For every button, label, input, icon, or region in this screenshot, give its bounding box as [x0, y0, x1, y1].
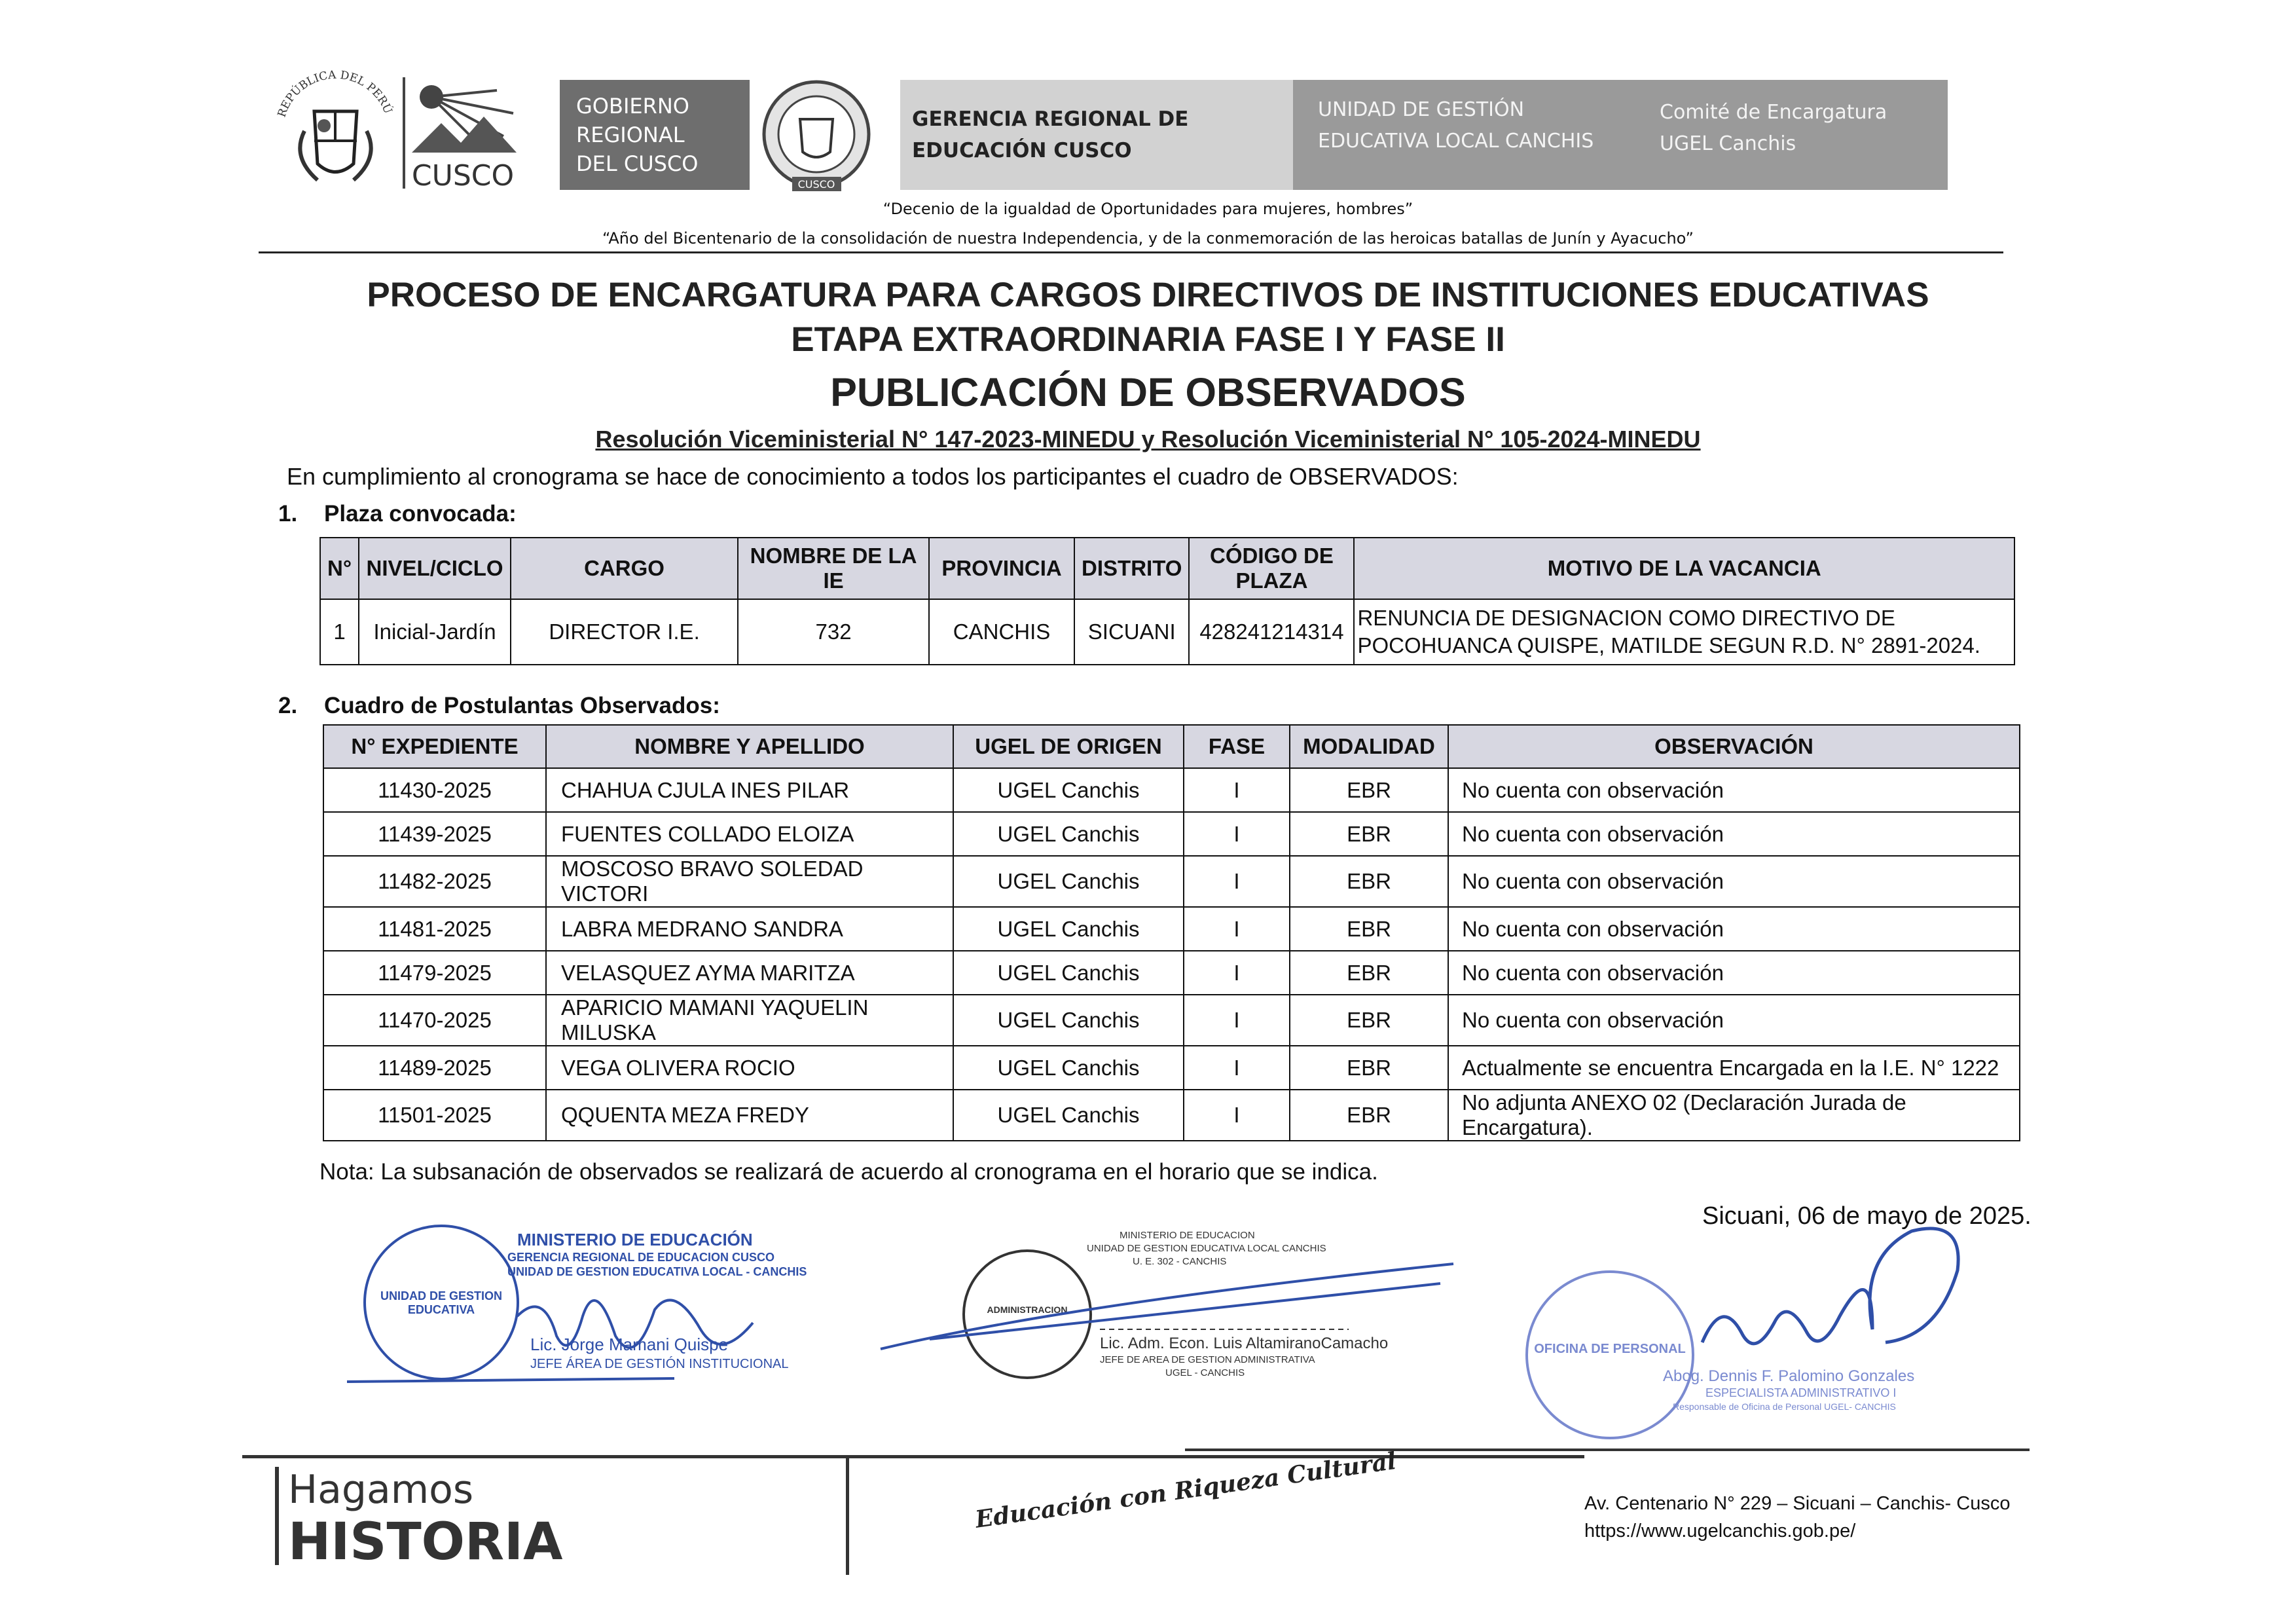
postulante-cell: 11482-2025: [323, 856, 546, 907]
gerencia-line: EDUCACIÓN CUSCO: [912, 139, 1132, 162]
plaza-cell: RENUNCIA DE DESIGNACION COMO DIRECTIVO DE POCOHUANCA QUISPE, MATILDE SEGUN R.D. N° 2891-2024.: [1354, 599, 2014, 665]
plaza-cell: 732: [738, 599, 929, 665]
postulante-cell: VELASQUEZ AYMA MARITZA: [546, 951, 953, 995]
title-line-2: ETAPA EXTRAORDINARIA FASE I Y FASE II: [791, 320, 1505, 359]
postulante-cell: 11479-2025: [323, 951, 546, 995]
signature-1-scribble: [334, 1218, 871, 1401]
plaza-cell: 428241214314: [1189, 599, 1354, 665]
title-line-3: PUBLICACIÓN DE OBSERVADOS: [830, 370, 1466, 415]
postulante-cell: Actualmente se encuentra Encargada en la I.E. N° 1222: [1448, 1046, 2020, 1090]
footer-historia: HISTORIA: [288, 1513, 563, 1572]
footer-hagamos: Hagamos: [288, 1467, 474, 1513]
plaza-header-cell: CÓDIGO DE PLAZA: [1189, 538, 1354, 599]
postulantes-header-cell: NOMBRE Y APELLIDO: [546, 725, 953, 768]
section-2-title: Cuadro de Postulantas Observados:: [324, 693, 720, 718]
peru-coat-of-arms-logo: [265, 65, 406, 196]
postulante-row: [323, 907, 2020, 951]
comite-line: UGEL Canchis: [1660, 132, 1796, 155]
plaza-table: [319, 537, 2015, 665]
postulante-cell: I: [1184, 812, 1290, 856]
gobierno-line: GOBIERNO: [576, 94, 689, 119]
sig3-line: ESPECIALISTA ADMINISTRATIVO I: [1705, 1386, 1897, 1399]
signature-block-3: [1506, 1218, 2030, 1441]
sig1-line: UNIDAD DE GESTION EDUCATIVA LOCAL - CANCHIS: [507, 1265, 807, 1278]
postulante-cell: No cuenta con observación: [1448, 907, 2020, 951]
section-1-title: Plaza convocada:: [324, 501, 517, 526]
plaza-header-cell: NIVEL/CICLO: [359, 538, 511, 599]
postulante-cell: EBR: [1290, 1090, 1448, 1141]
signature-block-2: [877, 1218, 1480, 1401]
ugel-line: EDUCATIVA LOCAL CANCHIS: [1318, 130, 1594, 153]
svg-text:CUSCO: CUSCO: [797, 178, 835, 191]
footer-accent-bar: [275, 1467, 279, 1565]
header-divider: [259, 251, 2003, 253]
sig1-line: MINISTERIO DE EDUCACIÓN: [517, 1230, 753, 1249]
postulante-cell: VEGA OLIVERA ROCIO: [546, 1046, 953, 1090]
postulante-cell: EBR: [1290, 995, 1448, 1046]
place-date: Sicuani, 06 de mayo de 2025.: [1702, 1202, 2032, 1230]
footer-separator: [846, 1457, 849, 1575]
sig3-line: Abog. Dennis F. Palomino Gonzales: [1663, 1367, 1915, 1385]
postulante-cell: EBR: [1290, 951, 1448, 995]
postulante-cell: No cuenta con observación: [1448, 768, 2020, 812]
stamp-1-text: UNIDAD DE GESTION EDUCATIVA: [380, 1289, 502, 1316]
postulante-cell: 11501-2025: [323, 1090, 546, 1141]
stamp-2-text: ADMINISTRACION: [987, 1304, 1068, 1315]
postulante-cell: EBR: [1290, 856, 1448, 907]
postulante-cell: 11470-2025: [323, 995, 546, 1046]
section-1-number: 1.: [278, 501, 298, 526]
postulantes-header-cell: FASE: [1184, 725, 1290, 768]
postulante-cell: APARICIO MAMANI YAQUELIN MILUSKA: [546, 995, 953, 1046]
postulante-cell: EBR: [1290, 812, 1448, 856]
gobierno-regional-box: [560, 80, 750, 190]
plaza-header-cell: NOMBRE DE LA IE: [738, 538, 929, 599]
grec-seal-logo: [759, 79, 874, 193]
postulante-cell: UGEL Canchis: [953, 856, 1184, 907]
postulante-cell: No cuenta con observación: [1448, 856, 2020, 907]
footer-address: Av. Centenario N° 229 – Sicuani – Canchis- Cusco: [1584, 1493, 2011, 1514]
postulante-cell: 11439-2025: [323, 812, 546, 856]
plaza-header-cell: CARGO: [511, 538, 738, 599]
footer-slogan: Educación con Riqueza Cultural: [974, 1447, 1398, 1534]
sig2-line: Lic. Adm. Econ. Luis AltamiranoCamacho: [1100, 1335, 1389, 1352]
postulante-row: [323, 951, 2020, 995]
plaza-cell: CANCHIS: [929, 599, 1074, 665]
gerencia-line: GERENCIA REGIONAL DE: [912, 107, 1189, 131]
postulante-cell: 11481-2025: [323, 907, 546, 951]
stamp-3-text: OFICINA DE PERSONAL: [1534, 1342, 1686, 1356]
gobierno-line: REGIONAL: [576, 122, 685, 147]
section-2-number: 2.: [278, 693, 298, 718]
gerencia-regional-box: [900, 80, 1293, 190]
intro-text: En cumplimiento al cronograma se hace de conocimiento a todos los participantes el cuadro de OBSERVADOS:: [287, 463, 1459, 490]
comite-line: Comité de Encargatura: [1660, 101, 1887, 124]
postulante-cell: No cuenta con observación: [1448, 812, 2020, 856]
postulante-cell: EBR: [1290, 907, 1448, 951]
postulante-cell: I: [1184, 995, 1290, 1046]
postulantes-header-cell: MODALIDAD: [1290, 725, 1448, 768]
postulante-cell: I: [1184, 1090, 1290, 1141]
postulante-row: [323, 812, 2020, 856]
postulante-cell: UGEL Canchis: [953, 951, 1184, 995]
postulante-cell: FUENTES COLLADO ELOIZA: [546, 812, 953, 856]
plaza-header-row: [320, 538, 2014, 599]
postulante-cell: I: [1184, 907, 1290, 951]
footer-website-link[interactable]: https://www.ugelcanchis.gob.pe/: [1584, 1521, 1856, 1541]
postulante-cell: UGEL Canchis: [953, 907, 1184, 951]
postulante-row: [323, 1046, 2020, 1090]
postulante-cell: EBR: [1290, 1046, 1448, 1090]
ugel-box: [1293, 80, 1948, 190]
anio-text: “Año del Bicentenario de la consolidación de nuestra Independencia, y de la conmemoración de las heroicas batallas de Junín y Ayacucho”: [602, 229, 1694, 248]
postulantes-header-row: [323, 725, 2020, 768]
plaza-header-cell: MOTIVO DE LA VACANCIA: [1354, 538, 2014, 599]
postulante-cell: MOSCOSO BRAVO SOLEDAD VICTORI: [546, 856, 953, 907]
postulante-cell: I: [1184, 768, 1290, 812]
sig2-line: MINISTERIO DE EDUCACION: [1120, 1230, 1255, 1241]
postulante-cell: 11489-2025: [323, 1046, 546, 1090]
postulante-row: [323, 768, 2020, 812]
svg-text:REPÚBLICA DEL PERÚ: REPÚBLICA DEL PERÚ: [275, 68, 395, 119]
signature-3-scribble: [1506, 1218, 2030, 1441]
postulantes-header-cell: OBSERVACIÓN: [1448, 725, 2020, 768]
plaza-cell: SICUANI: [1074, 599, 1189, 665]
postulante-cell: No cuenta con observación: [1448, 951, 2020, 995]
plaza-header-cell: PROVINCIA: [929, 538, 1074, 599]
comite-name: [1660, 97, 1887, 160]
sig3-line: Responsable de Oficina de Personal UGEL- CANCHIS: [1673, 1401, 1896, 1412]
plaza-header-cell: N°: [320, 538, 359, 599]
postulantes-header-cell: UGEL DE ORIGEN: [953, 725, 1184, 768]
sig2-line: U. E. 302 - CANCHIS: [1133, 1256, 1227, 1267]
sig1-line: GERENCIA REGIONAL DE EDUCACION CUSCO: [507, 1251, 775, 1264]
postulante-cell: UGEL Canchis: [953, 1046, 1184, 1090]
postulante-cell: 11430-2025: [323, 768, 546, 812]
postulante-row: [323, 856, 2020, 907]
postulante-cell: I: [1184, 951, 1290, 995]
resolution-title: Resolución Viceministerial N° 147-2023-MINEDU y Resolución Viceministerial N° 105-2024-MINEDU: [595, 426, 1701, 452]
decenio-text: “Decenio de la igualdad de Oportunidades para mujeres, hombres”: [883, 200, 1413, 218]
postulante-cell: QQUENTA MEZA FREDY: [546, 1090, 953, 1141]
plaza-cell: DIRECTOR I.E.: [511, 599, 738, 665]
ugel-name: [1318, 94, 1594, 157]
ugel-line: UNIDAD DE GESTIÓN: [1318, 98, 1525, 121]
plaza-row: [320, 599, 2014, 665]
postulante-row: [323, 995, 2020, 1046]
postulante-cell: I: [1184, 1046, 1290, 1090]
sig2-line: UGEL - CANCHIS: [1165, 1367, 1245, 1378]
gobierno-line: DEL CUSCO: [576, 151, 699, 176]
sig2-line: JEFE DE AREA DE GESTION ADMINISTRATIVA: [1100, 1354, 1315, 1365]
postulante-cell: UGEL Canchis: [953, 812, 1184, 856]
cusco-sun-logo: [403, 77, 523, 189]
postulante-cell: UGEL Canchis: [953, 768, 1184, 812]
postulante-cell: No cuenta con observación: [1448, 995, 2020, 1046]
postulantes-header-cell: N° EXPEDIENTE: [323, 725, 546, 768]
sig1-line: JEFE ÁREA DE GESTIÓN INSTITUCIONAL: [530, 1357, 789, 1371]
postulante-cell: I: [1184, 856, 1290, 907]
plaza-header-cell: DISTRITO: [1074, 538, 1189, 599]
postulante-cell: UGEL Canchis: [953, 995, 1184, 1046]
postulante-cell: UGEL Canchis: [953, 1090, 1184, 1141]
postulantes-table: [323, 724, 2020, 1141]
postulante-cell: CHAHUA CJULA INES PILAR: [546, 768, 953, 812]
plaza-cell: 1: [320, 599, 359, 665]
plaza-cell: Inicial-Jardín: [359, 599, 511, 665]
footer-divider-right: [1185, 1449, 2030, 1451]
sig1-line: Lic. Jorge Mamani Quispe: [530, 1335, 729, 1354]
postulante-row: [323, 1090, 2020, 1141]
postulante-cell: LABRA MEDRANO SANDRA: [546, 907, 953, 951]
postulante-cell: No adjunta ANEXO 02 (Declaración Jurada de Encargatura).: [1448, 1090, 2020, 1141]
postulante-cell: EBR: [1290, 768, 1448, 812]
sig2-line: UNIDAD DE GESTION EDUCATIVA LOCAL CANCHIS: [1087, 1243, 1326, 1254]
nota-text: Nota: La subsanación de observados se realizará de acuerdo al cronograma en el horario que se indica.: [319, 1159, 1378, 1185]
title-line-1: PROCESO DE ENCARGATURA PARA CARGOS DIRECTIVOS DE INSTITUCIONES EDUCATIVAS: [367, 276, 1929, 314]
signature-block-1: [334, 1218, 871, 1401]
svg-text:CUSCO: CUSCO: [411, 159, 515, 189]
signature-2-scribble: [877, 1218, 1480, 1401]
